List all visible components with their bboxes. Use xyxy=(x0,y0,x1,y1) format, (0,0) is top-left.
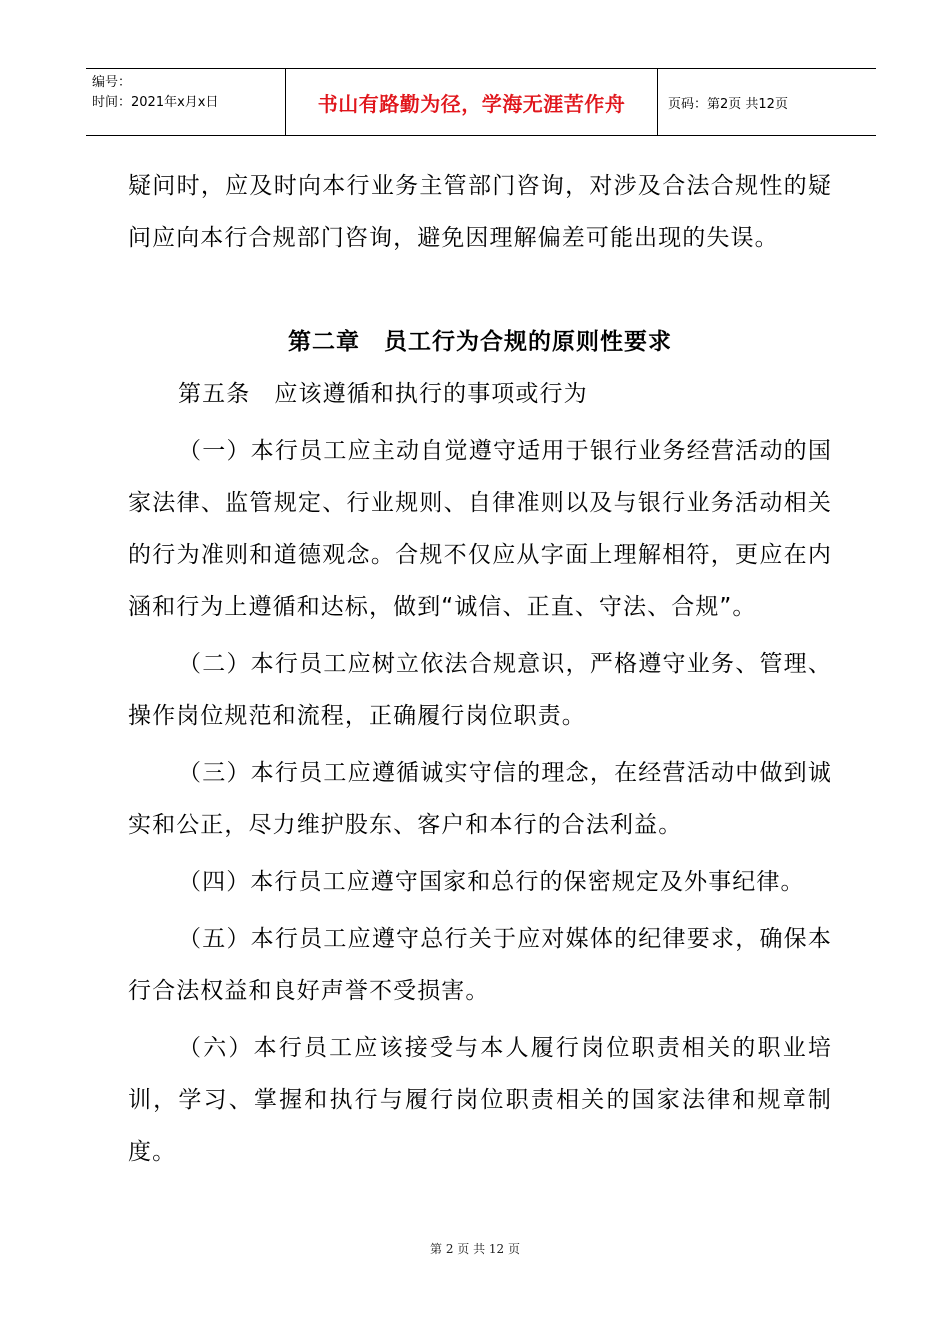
continuation-paragraph: 疑问时，应及时向本行业务主管部门咨询，对涉及合法合规性的疑问应向本行合规部门咨询，避免因理解偏差可能出现的失误。 xyxy=(128,173,832,251)
motto-text: 书山有路勤为径，学海无涯苦作舟 xyxy=(317,91,626,116)
clause-paragraph: （二）本行员工应树立依法合规意识，严格遵守业务、管理、操作岗位规范和流程，正确履行岗位职责。 xyxy=(128,651,832,729)
document-body xyxy=(128,160,832,1178)
page-header xyxy=(86,68,876,136)
article-title: 第五条 应该遵循和执行的事项或行为 xyxy=(178,381,588,407)
chapter-title: 第二章 员工行为合规的原则性要求 xyxy=(288,329,672,355)
clause-paragraph: （六）本行员工应该接受与本人履行岗位职责相关的职业培训，学习、掌握和执行与履行岗位职责相关的国家法律和规章制度。 xyxy=(128,1035,832,1165)
section-spacer xyxy=(128,264,832,316)
clause-paragraph: （五）本行员工应遵守总行关于应对媒体的纪律要求，确保本行合法权益和良好声誉不受损害。 xyxy=(128,926,832,1004)
header-page-info xyxy=(658,69,876,135)
header-motto xyxy=(285,69,658,135)
footer-page-number: 第 2 页 共 12 页 xyxy=(430,1242,520,1256)
document-time-label: 时间：2021年x月x日 xyxy=(92,95,219,110)
clause-paragraph: （四）本行员工应遵守国家和总行的保密规定及外事纪律。 xyxy=(178,869,805,895)
header-meta xyxy=(86,69,285,135)
page-footer xyxy=(0,1240,950,1257)
clause-paragraph: （三）本行员工应遵循诚实守信的理念，在经营活动中做到诚实和公正，尽力维护股东、客户和本行的合法利益。 xyxy=(128,760,832,838)
clause-paragraph: （一）本行员工应主动自觉遵守适用于银行业务经营活动的国家法律、监管规定、行业规则、自律准则以及与银行业务活动相关的行为准则和道德观念。合规不仅应从字面上理解相符，更应在内涵和行为上遵循和达标，做到“诚信、正直、守法、合规”。 xyxy=(128,438,832,620)
header-page-number: 页码：第2页 共12页 xyxy=(668,96,788,112)
document-number-label: 编号： xyxy=(92,75,132,90)
